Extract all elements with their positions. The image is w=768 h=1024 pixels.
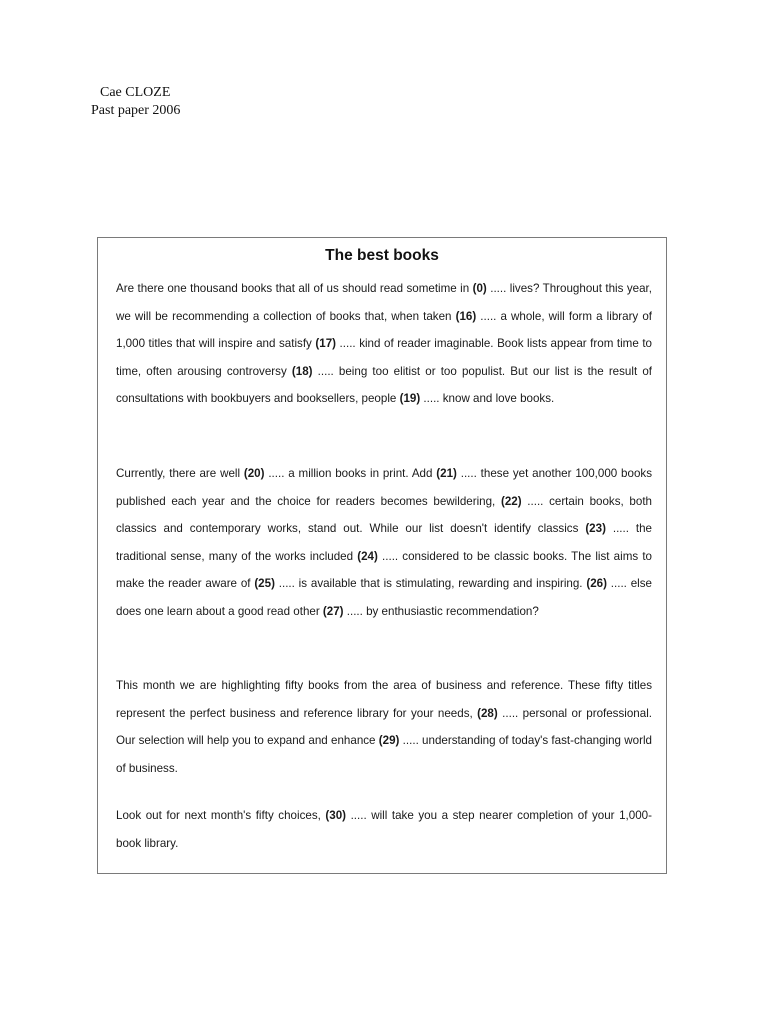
gap-number: (25) — [254, 577, 275, 590]
gap-number: (29) — [378, 734, 400, 747]
gap-number: (18) — [291, 364, 313, 378]
paragraph-1 — [116, 275, 652, 413]
article-title: The best books — [325, 247, 439, 264]
paragraph-text: ..... considered to be classic books. The list aims to make the reader aware of — [116, 549, 652, 590]
paragraph-text: ..... being too elitist or too populist. But our list is the result of consultations with bookbuyers and booksellers, people — [116, 364, 652, 405]
paragraph-text: Are there one thousand books that all of us should read sometime in — [116, 282, 473, 295]
paragraph-text: ..... certain books, both classics and contemporary works, stand out. While our list doesn't identify classics — [116, 494, 652, 535]
gap-number: (27) — [322, 604, 344, 618]
paragraph-text: ..... know and love books. — [420, 392, 555, 405]
paragraph-text: ..... personal or professional. Our selection will help you to expand and enhance — [116, 706, 652, 747]
paragraph-text: ..... is available that is stimulating, rewarding and inspiring. — [274, 577, 587, 590]
exam-name: Cae CLOZE — [100, 85, 171, 100]
paragraph-2 — [116, 460, 652, 625]
gap-number: (19) — [399, 392, 421, 405]
document-header — [91, 84, 180, 120]
gap-number: (23) — [585, 522, 606, 535]
paragraph-text: ..... kind of reader imaginable. Book lists appear from time to time, often arousing controversy — [116, 337, 652, 378]
paragraph-text: ..... understanding of today's fast-changing world of business. — [116, 734, 652, 775]
gap-number: (21) — [436, 467, 457, 480]
paragraph-text: ..... a whole, will form a library of 1,000 titles that will inspire and satisfy — [116, 309, 652, 350]
paragraph-text: ..... by enthusiastic recommendation? — [343, 604, 539, 618]
paragraph-4 — [116, 802, 652, 857]
paragraph-text: ..... will take you a step nearer completion of your 1,000-book library. — [116, 809, 652, 850]
paragraph-text: Look out for next month's fifty choices, — [116, 809, 326, 822]
gap-number: (26) — [586, 577, 607, 590]
paragraph-text: ..... the traditional sense, many of the works included — [116, 522, 652, 563]
gap-number: (30) — [325, 809, 347, 822]
paragraph-text: ..... lives? Throughout this year, we will be recommending a collection of books that, when taken — [116, 282, 652, 323]
paragraph-text: ..... a million books in print. Add — [264, 467, 437, 480]
article-box — [97, 237, 667, 874]
gap-number: (28) — [477, 706, 498, 720]
paragraph-text: ..... else does one learn about a good read other — [116, 577, 652, 618]
exam-year: Past paper 2006 — [91, 103, 181, 118]
paragraph-3 — [116, 672, 652, 782]
paragraph-text: This month we are highlighting fifty books from the area of business and reference. These fifty titles represent the perfect business and reference library for your needs, — [116, 679, 652, 720]
paragraph-text: Currently, there are well — [116, 467, 244, 480]
gap-number: (16) — [455, 309, 477, 323]
gap-number: (17) — [315, 337, 337, 350]
gap-number: (24) — [357, 549, 378, 563]
gap-number: (22) — [500, 494, 522, 508]
paragraph-text: ..... these yet another 100,000 books published each year and the choice for readers becomes bewildering, — [116, 467, 652, 508]
gap-number: (20) — [243, 467, 265, 480]
gap-number: (0) — [472, 282, 487, 295]
